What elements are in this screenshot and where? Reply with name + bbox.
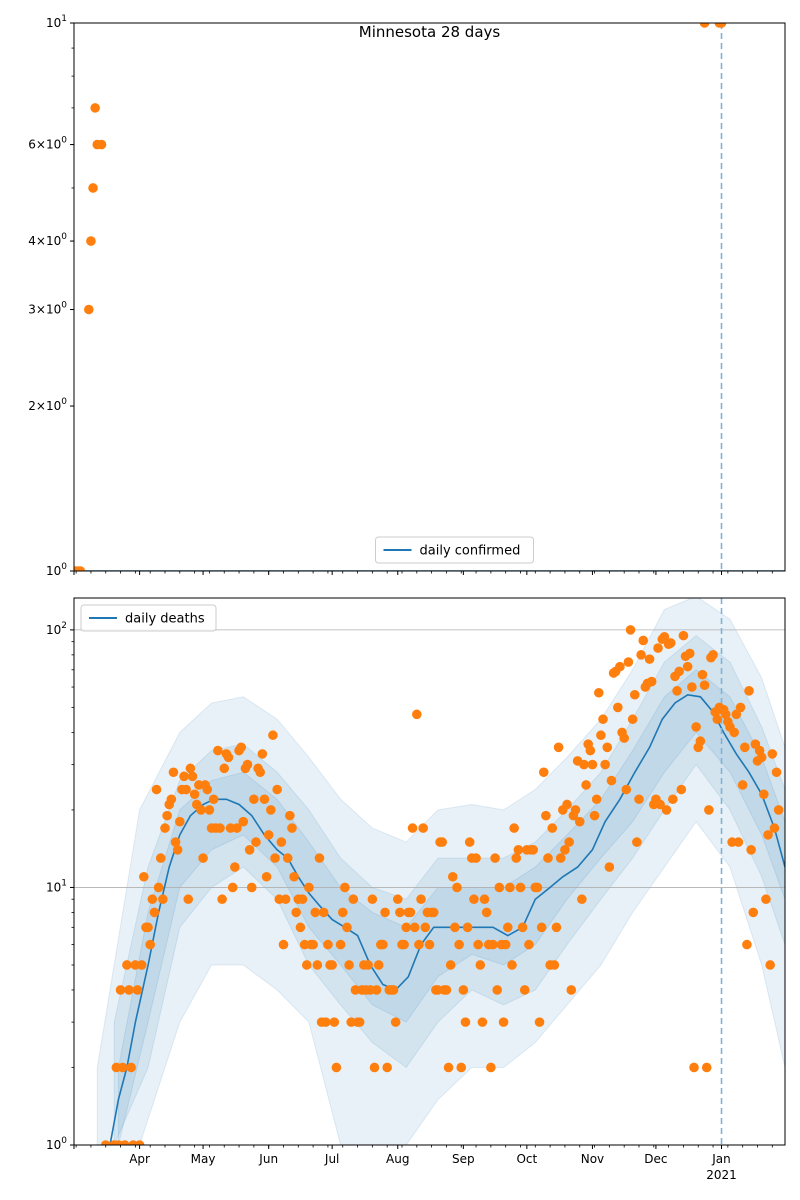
data-point xyxy=(492,985,502,995)
data-point xyxy=(323,940,333,950)
data-point xyxy=(486,1063,496,1073)
data-point xyxy=(452,883,462,893)
x-tick-label: Sep xyxy=(452,1152,475,1166)
x-tick-label: Jun xyxy=(259,1152,279,1166)
data-point xyxy=(336,940,346,950)
data-point xyxy=(550,960,560,970)
data-point xyxy=(465,837,475,847)
data-point xyxy=(145,940,155,950)
data-point xyxy=(503,923,513,933)
data-point xyxy=(509,823,519,833)
data-point xyxy=(615,662,625,672)
data-point xyxy=(653,643,663,653)
data-point xyxy=(268,730,278,740)
data-point xyxy=(319,908,329,918)
data-point xyxy=(355,1017,365,1027)
data-point xyxy=(97,140,107,150)
data-point xyxy=(448,872,458,882)
data-point xyxy=(281,894,291,904)
data-point xyxy=(230,862,240,872)
data-point xyxy=(340,883,350,893)
data-point xyxy=(412,710,422,720)
data-point xyxy=(734,837,744,847)
data-point xyxy=(520,985,530,995)
data-point xyxy=(169,767,179,777)
data-point xyxy=(374,960,384,970)
data-point xyxy=(425,940,435,950)
data-point xyxy=(552,923,562,933)
data-point xyxy=(450,923,460,933)
x-tick-label: Oct xyxy=(516,1152,538,1166)
data-point xyxy=(689,1063,699,1073)
data-point xyxy=(547,823,557,833)
data-point xyxy=(518,923,528,933)
data-point xyxy=(86,236,96,246)
data-point xyxy=(228,883,238,893)
data-point xyxy=(442,985,452,995)
x-tick-label: Aug xyxy=(386,1152,410,1166)
data-point xyxy=(406,908,416,918)
data-point xyxy=(539,767,549,777)
data-point xyxy=(533,883,543,893)
data-point xyxy=(571,805,581,815)
data-point xyxy=(198,853,208,863)
data-point xyxy=(308,940,318,950)
data-point xyxy=(577,894,587,904)
data-point xyxy=(446,960,456,970)
data-point xyxy=(679,631,689,641)
data-point xyxy=(490,853,500,863)
data-point xyxy=(287,823,297,833)
data-point xyxy=(488,940,498,950)
data-point xyxy=(768,749,778,759)
data-point xyxy=(190,789,200,799)
data-point xyxy=(564,837,574,847)
data-point xyxy=(736,703,746,713)
data-point xyxy=(482,908,492,918)
data-point xyxy=(143,923,153,933)
data-point xyxy=(245,845,255,855)
data-point xyxy=(598,714,608,724)
data-point xyxy=(696,736,706,746)
data-point xyxy=(175,817,185,827)
data-point xyxy=(349,894,359,904)
data-point xyxy=(586,746,596,756)
data-point xyxy=(399,940,409,950)
data-point xyxy=(469,894,479,904)
data-point xyxy=(704,805,714,815)
data-point xyxy=(420,923,430,933)
data-point xyxy=(761,894,771,904)
data-point xyxy=(272,785,282,795)
data-point xyxy=(213,746,223,756)
data-point xyxy=(84,305,94,315)
data-point xyxy=(116,985,126,995)
data-point xyxy=(238,817,248,827)
data-point xyxy=(327,960,337,970)
data-point xyxy=(581,780,591,790)
data-point xyxy=(454,940,464,950)
data-point xyxy=(249,794,259,804)
data-point xyxy=(391,1017,401,1027)
data-point xyxy=(575,817,585,827)
data-point xyxy=(401,923,411,933)
x-tick-label: Dec xyxy=(644,1152,668,1166)
data-point xyxy=(152,785,162,795)
data-point xyxy=(243,760,253,770)
chart-title: Minnesota 28 days xyxy=(358,23,501,41)
data-point xyxy=(255,767,265,777)
data-point xyxy=(541,811,551,821)
x-tick-label: Jul xyxy=(324,1152,340,1166)
data-point xyxy=(605,862,615,872)
data-point xyxy=(602,743,612,753)
data-point xyxy=(139,872,149,882)
data-point xyxy=(744,686,754,696)
data-point xyxy=(698,670,708,680)
data-point xyxy=(395,908,405,918)
data-point xyxy=(632,837,642,847)
data-point xyxy=(215,823,225,833)
data-point xyxy=(588,760,598,770)
data-point xyxy=(634,794,644,804)
data-point xyxy=(321,1017,331,1027)
data-point xyxy=(499,1017,509,1027)
x-year-label: 2021 xyxy=(706,1168,737,1182)
data-point xyxy=(537,923,547,933)
data-point xyxy=(217,894,227,904)
data-point xyxy=(270,853,280,863)
data-point xyxy=(579,760,589,770)
data-point xyxy=(685,649,695,659)
data-point xyxy=(729,728,739,738)
data-point xyxy=(122,960,132,970)
data-point xyxy=(283,853,293,863)
data-point xyxy=(251,837,261,847)
data-point xyxy=(590,811,600,821)
y-tick-label: $2\times 10^0$ xyxy=(28,397,67,414)
data-point xyxy=(507,960,517,970)
y-tick-label: $10^0$ xyxy=(45,1136,67,1152)
data-point xyxy=(461,1017,471,1027)
data-point xyxy=(475,960,485,970)
data-point xyxy=(480,894,490,904)
data-point xyxy=(759,789,769,799)
data-point xyxy=(666,638,676,648)
data-point xyxy=(683,662,693,672)
data-point xyxy=(154,883,164,893)
y-tick-label: $3\times 10^0$ xyxy=(28,300,67,317)
data-point xyxy=(619,733,629,743)
data-point xyxy=(746,845,756,855)
data-point xyxy=(162,811,172,821)
data-point xyxy=(691,722,701,732)
data-point xyxy=(672,686,682,696)
data-point xyxy=(478,1017,488,1027)
data-point xyxy=(592,794,602,804)
data-point xyxy=(289,872,299,882)
data-point xyxy=(203,785,213,795)
data-point xyxy=(535,1017,545,1027)
data-point xyxy=(329,1017,339,1027)
data-point xyxy=(262,872,272,882)
data-point xyxy=(748,908,758,918)
data-point xyxy=(196,805,206,815)
data-point xyxy=(88,183,98,193)
data-point xyxy=(554,743,564,753)
data-point xyxy=(313,960,323,970)
data-point xyxy=(188,772,198,782)
data-point xyxy=(277,837,287,847)
data-point xyxy=(621,785,631,795)
data-point xyxy=(505,883,515,893)
data-point xyxy=(418,823,428,833)
data-point xyxy=(90,103,100,113)
data-point xyxy=(310,908,320,918)
data-point xyxy=(414,940,424,950)
x-tick-label: Jan xyxy=(712,1152,731,1166)
data-point xyxy=(613,703,623,713)
data-point xyxy=(126,1063,136,1073)
data-point xyxy=(416,894,426,904)
data-point xyxy=(167,794,177,804)
data-point xyxy=(765,960,775,970)
data-point xyxy=(363,960,373,970)
data-point xyxy=(459,985,469,995)
data-point xyxy=(368,894,378,904)
data-point xyxy=(566,985,576,995)
data-point xyxy=(156,853,166,863)
data-point xyxy=(662,805,672,815)
data-point xyxy=(315,853,325,863)
data-point xyxy=(740,743,750,753)
data-point xyxy=(247,883,257,893)
data-point xyxy=(279,940,289,950)
data-point xyxy=(444,1063,454,1073)
data-point xyxy=(702,1063,712,1073)
data-point xyxy=(630,690,640,700)
data-point xyxy=(370,1063,380,1073)
data-point xyxy=(378,940,388,950)
legend-label: daily confirmed xyxy=(419,543,521,559)
data-point xyxy=(344,960,354,970)
data-point xyxy=(471,853,481,863)
data-point xyxy=(456,1063,466,1073)
x-tick-label: Nov xyxy=(580,1152,605,1166)
data-point xyxy=(628,714,638,724)
data-point xyxy=(219,764,229,774)
data-point xyxy=(205,805,215,815)
data-point xyxy=(302,960,312,970)
data-point xyxy=(150,908,160,918)
data-point xyxy=(158,894,168,904)
data-point xyxy=(264,830,274,840)
data-point xyxy=(600,760,610,770)
data-point xyxy=(636,650,646,660)
data-point xyxy=(626,625,636,635)
data-point xyxy=(408,823,418,833)
data-point xyxy=(742,940,752,950)
data-point xyxy=(700,680,710,690)
data-point xyxy=(495,883,505,893)
data-point xyxy=(516,883,526,893)
data-point xyxy=(389,985,399,995)
y-tick-label: $6\times 10^0$ xyxy=(28,135,67,152)
data-point xyxy=(236,743,246,753)
data-point xyxy=(674,667,684,677)
data-point xyxy=(772,767,782,777)
data-point xyxy=(738,780,748,790)
data-point xyxy=(668,794,678,804)
data-point xyxy=(596,730,606,740)
data-point xyxy=(429,908,439,918)
data-point xyxy=(393,894,403,904)
y-tick-label: $4\times 10^0$ xyxy=(28,232,67,249)
data-point xyxy=(528,845,538,855)
y-tick-label: $10^0$ xyxy=(45,562,67,578)
data-point xyxy=(183,894,193,904)
data-point xyxy=(147,894,157,904)
data-point xyxy=(285,811,295,821)
data-point xyxy=(291,908,301,918)
data-point xyxy=(624,657,634,667)
data-point xyxy=(382,1063,392,1073)
data-point xyxy=(647,677,657,687)
data-point xyxy=(332,1063,342,1073)
data-point xyxy=(181,785,191,795)
data-point xyxy=(124,985,134,995)
data-point xyxy=(298,894,308,904)
data-point xyxy=(594,688,604,698)
y-tick-label: $10^2$ xyxy=(45,620,67,637)
data-point xyxy=(133,985,143,995)
data-point xyxy=(224,753,234,763)
data-point xyxy=(380,908,390,918)
data-point xyxy=(687,682,697,692)
data-point xyxy=(372,985,382,995)
data-point xyxy=(258,749,268,759)
data-point xyxy=(562,800,572,810)
data-point xyxy=(463,923,473,933)
data-point xyxy=(266,805,276,815)
data-point xyxy=(774,805,784,815)
data-point xyxy=(173,845,183,855)
data-point xyxy=(712,714,722,724)
data-point xyxy=(437,837,447,847)
data-point xyxy=(338,908,348,918)
data-point xyxy=(708,650,718,660)
data-point xyxy=(607,776,617,786)
data-point xyxy=(179,772,189,782)
data-point xyxy=(118,1063,128,1073)
legend-label: daily deaths xyxy=(125,611,205,627)
data-point xyxy=(645,654,655,664)
data-point xyxy=(501,940,511,950)
data-point xyxy=(410,923,420,933)
data-point xyxy=(342,923,352,933)
data-point xyxy=(556,853,566,863)
data-point xyxy=(473,940,483,950)
data-point xyxy=(514,845,524,855)
data-point xyxy=(304,883,314,893)
data-point xyxy=(260,794,270,804)
data-point xyxy=(296,923,306,933)
x-tick-label: May xyxy=(190,1152,216,1166)
legend xyxy=(376,537,534,563)
data-point xyxy=(770,823,780,833)
data-point xyxy=(209,794,219,804)
data-point xyxy=(160,823,170,833)
legend xyxy=(81,605,216,631)
y-tick-label: $10^1$ xyxy=(45,878,67,895)
data-point xyxy=(137,960,147,970)
data-point xyxy=(757,753,767,763)
data-point xyxy=(524,940,534,950)
y-tick-label: $10^1$ xyxy=(45,14,67,30)
data-point xyxy=(511,853,521,863)
data-point xyxy=(543,853,553,863)
data-point xyxy=(677,785,687,795)
x-tick-label: Apr xyxy=(129,1152,150,1166)
data-point xyxy=(638,636,648,646)
